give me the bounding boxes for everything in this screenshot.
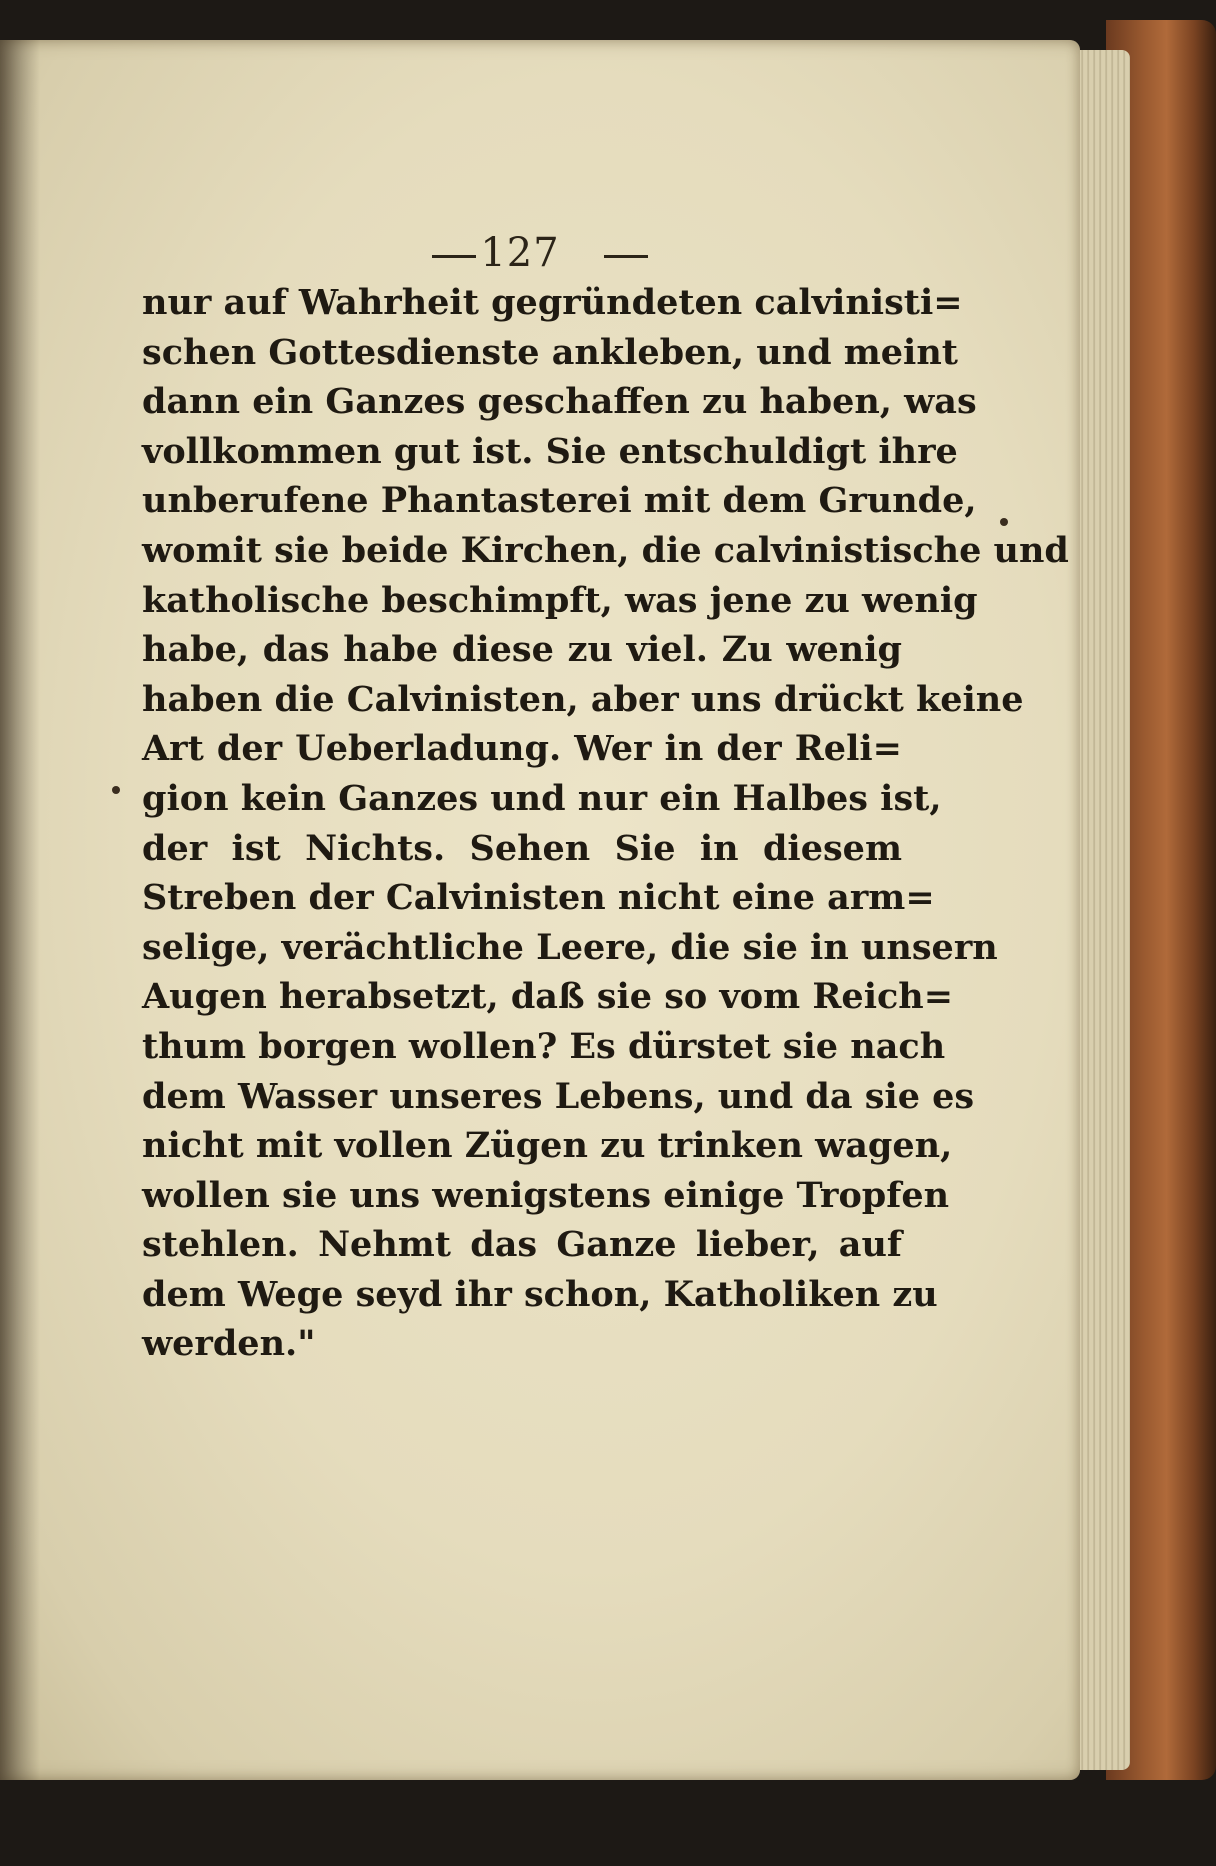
text-line: Augen herabsetzt, daß sie so vom Reich= <box>142 976 954 1018</box>
text-line: womit sie beide Kirchen, die calvinistische und <box>142 529 1069 571</box>
book-page <box>0 40 1080 1780</box>
text-line: nur auf Wahrheit gegründeten calvinisti= <box>142 282 963 323</box>
text-line: haben die Calvinisten, aber uns drückt keine <box>142 678 1024 720</box>
page-gutter-shadow <box>0 40 40 1780</box>
ink-speck <box>112 786 120 794</box>
text-line: Art der Ueberladung. Wer in der Reli= <box>142 728 902 770</box>
text-line: dem Wasser unseres Lebens, und da sie es <box>142 1075 975 1117</box>
text-line: Streben der Calvinisten nicht eine arm= <box>142 877 935 919</box>
text-line: schen Gottesdienste ankleben, und meint <box>142 331 958 373</box>
text-line: unberufene Phantasterei mit dem Grunde, <box>142 480 977 522</box>
page-number: 127 <box>480 230 560 276</box>
page-header <box>0 230 1080 276</box>
text-line: der ist Nichts. Sehen Sie in diesem <box>142 827 902 869</box>
ink-speck <box>1000 518 1008 526</box>
page-text <box>142 278 1069 1369</box>
text-line: habe, das habe diese zu viel. Zu wenig <box>142 629 902 671</box>
text-line: werden." <box>142 1323 316 1365</box>
text-line: dem Wege seyd ihr schon, Katholiken zu <box>142 1273 938 1315</box>
header-dash-left <box>432 255 476 258</box>
text-line: thum borgen wollen? Es dürstet sie nach <box>142 1025 946 1067</box>
header-dash-right <box>604 255 648 258</box>
text-line: selige, verächtliche Leere, die sie in unsern <box>142 926 998 968</box>
text-line: stehlen. Nehmt das Ganze lieber, auf <box>142 1224 902 1266</box>
text-line: dann ein Ganzes geschaffen zu haben, was <box>142 381 977 423</box>
text-line: wollen sie uns wenigstens einige Tropfen <box>142 1174 950 1216</box>
text-line: katholische beschimpft, was jene zu wenig <box>142 579 978 621</box>
text-line: nicht mit vollen Zügen zu trinken wagen, <box>142 1125 953 1167</box>
text-line: vollkommen gut ist. Sie entschuldigt ihre <box>142 430 958 472</box>
text-line: gion kein Ganzes und nur ein Halbes ist, <box>142 777 942 819</box>
